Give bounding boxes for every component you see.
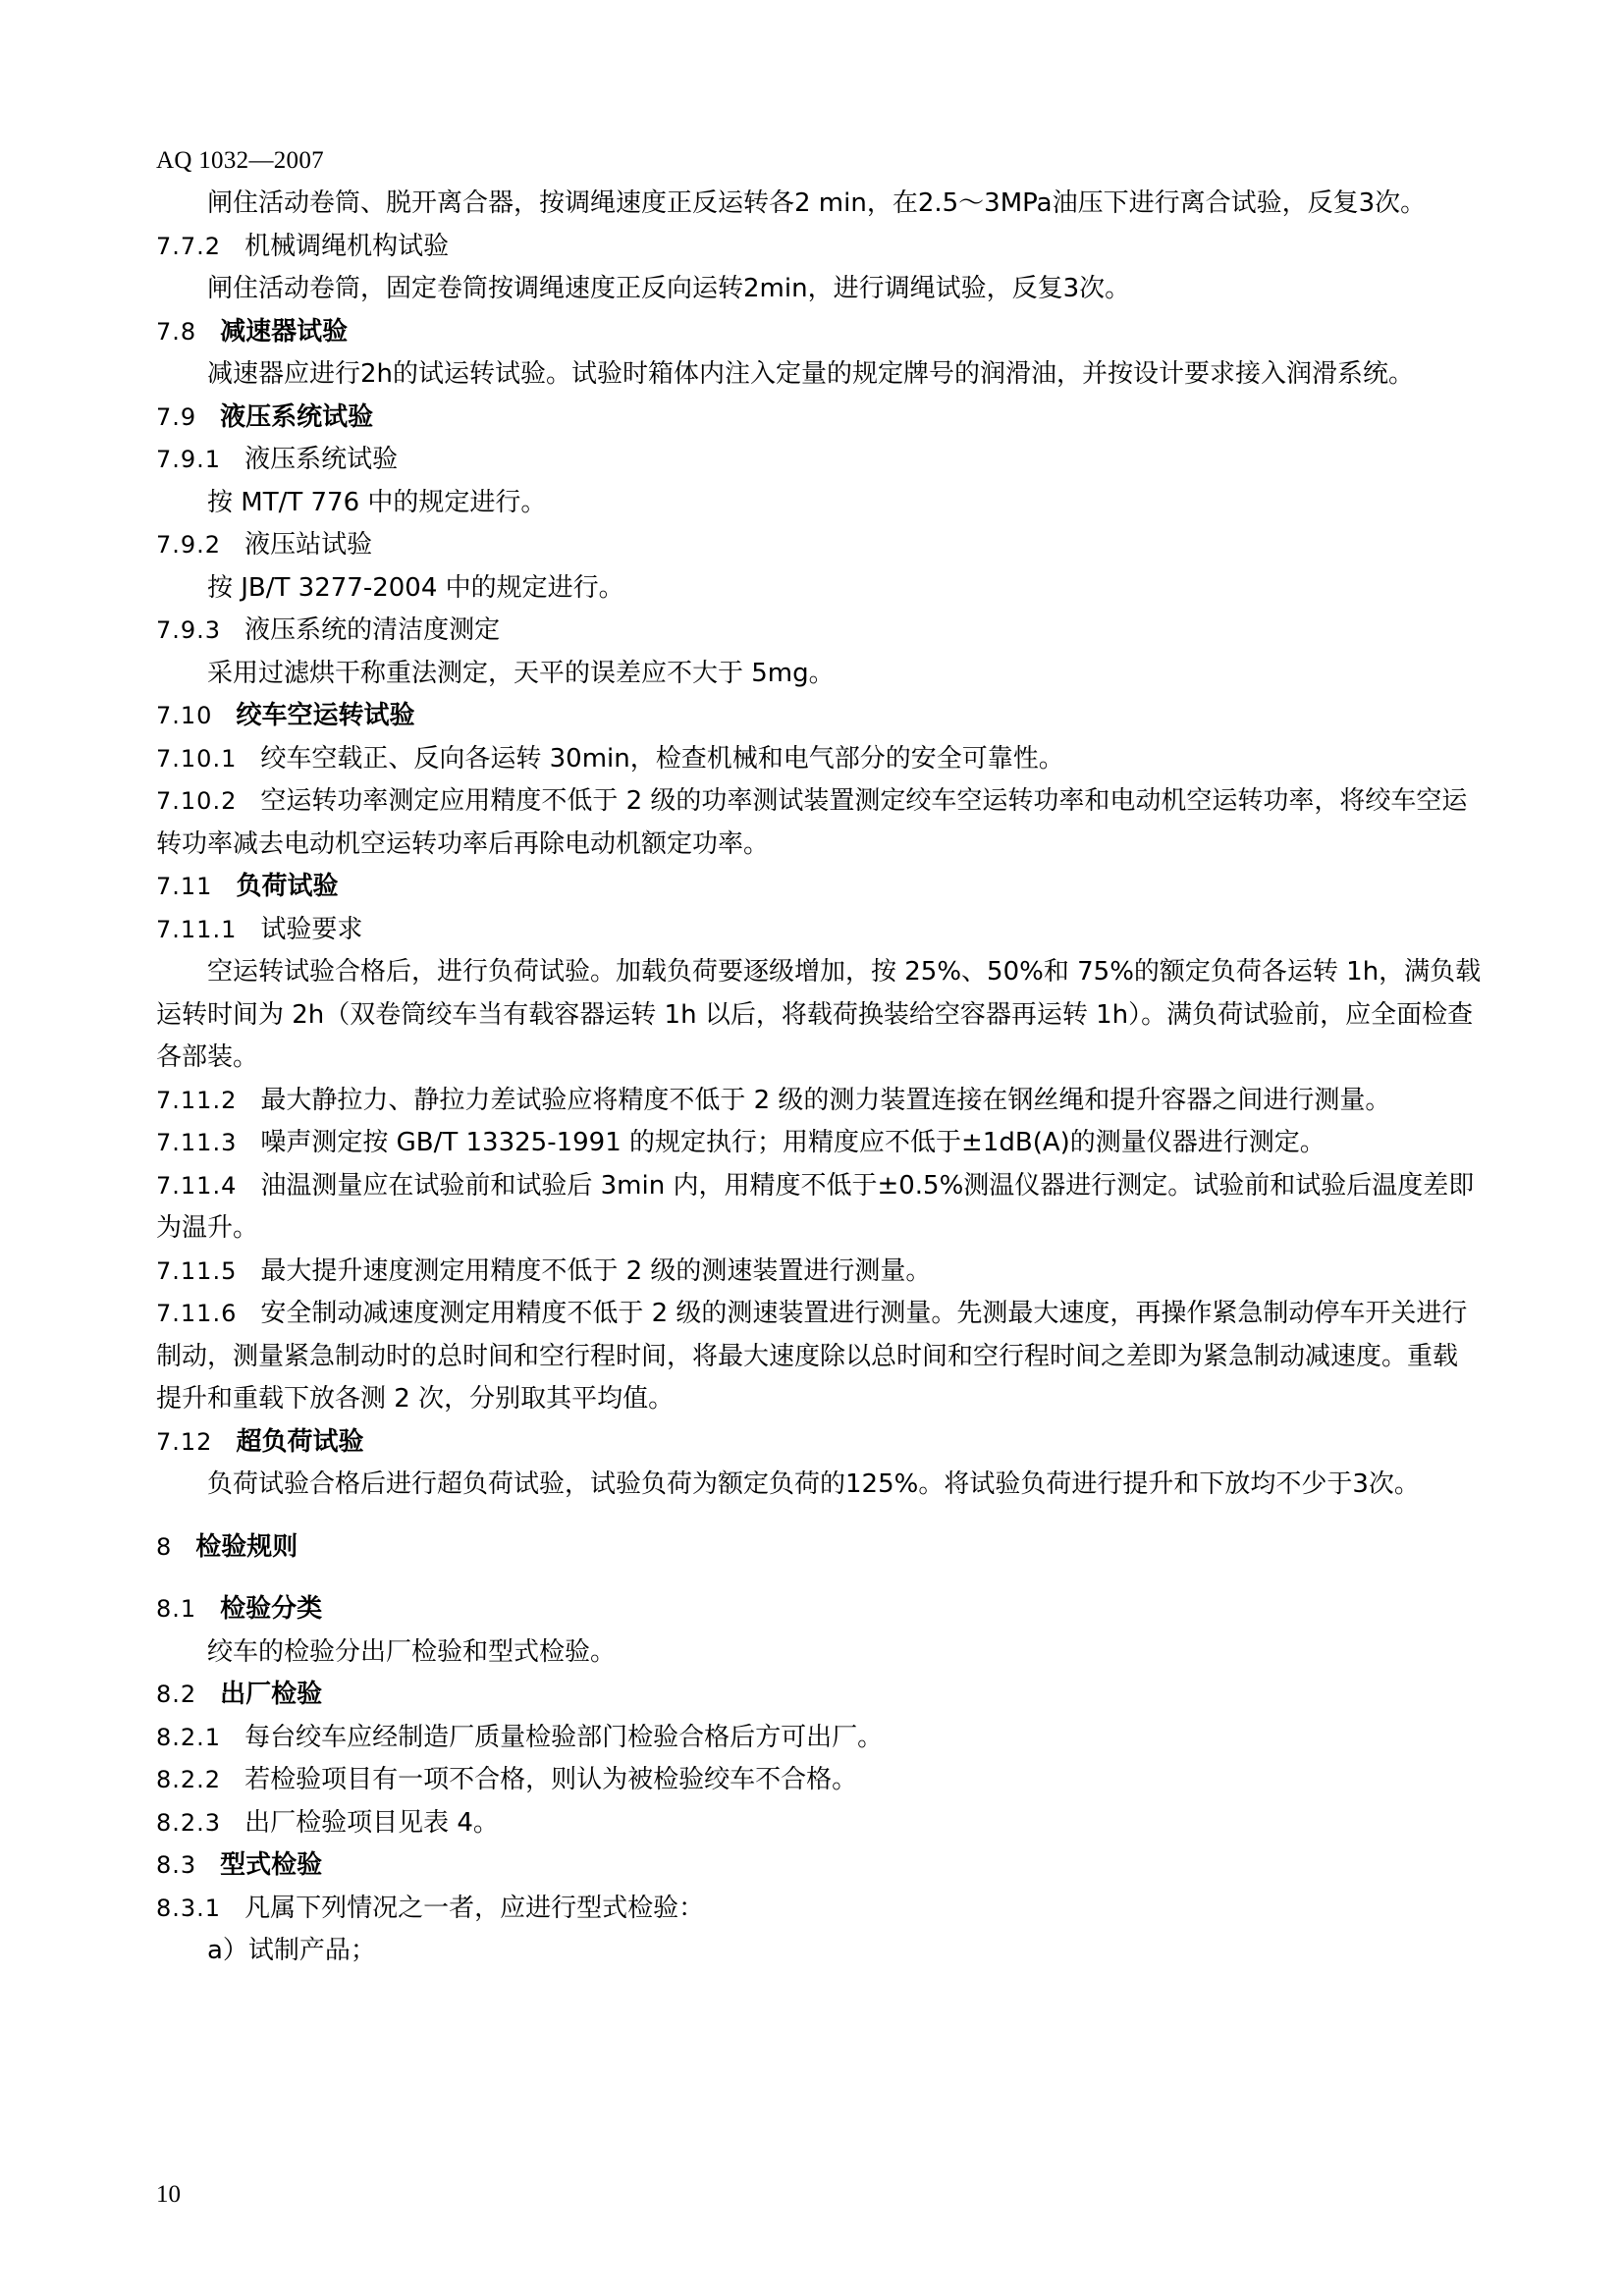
section-heading: 检验规则 [195, 1531, 298, 1562]
clause-number: 7.9 [156, 402, 197, 431]
paragraph: 减速器应进行2h的试运转试验。试验时箱体内注入定量的规定牌号的润滑油，并按设计要求接入润滑系统。 [207, 359, 1415, 389]
document-body [156, 183, 1482, 1973]
section-heading: 液压系统试验 [220, 401, 374, 432]
section-gap [156, 1569, 1482, 1588]
clause-text: 安全制动减速度测定用精度不低于 2 级的测速装置进行测量。先测最大速度，再操作紧急制动停车开关进行制动，测量紧急制动时的总时间和空行程时间，将最大速度除以总时间和空行程时间之差即为紧急制动减速度。重载提升和重载下放各测 2 次，分别取其平均值。 [156, 1299, 1468, 1414]
section-heading: 超负荷试验 [236, 1426, 364, 1457]
clause-number: 7.11.1 [156, 915, 238, 943]
paragraph: 闸住活动卷筒、脱开离合器，按调绳速度正反运转各2 min，在2.5～3MPa油压下进行离合试验，反复3次。 [207, 188, 1427, 218]
clause-text: 液压系统试验 [244, 445, 399, 474]
clause-text: 绞车空载正、反向各运转 30min，检查机械和电气部分的安全可靠性。 [260, 743, 1064, 774]
clause [156, 1421, 1482, 1465]
clause [156, 311, 1482, 354]
clause-number: 7.9.2 [156, 531, 222, 559]
standard-code: AQ 1032—2007 [156, 147, 324, 174]
clause-number: 7.11.6 [156, 1300, 238, 1327]
clause-text: 机械调绳机构试验 [244, 231, 450, 261]
section-heading: 检验分类 [220, 1594, 323, 1624]
clause-number: 7.11.5 [156, 1256, 238, 1285]
paragraph: 绞车的检验分出厂检验和型式检验。 [207, 1636, 617, 1667]
section-heading: 绞车空运转试验 [236, 701, 415, 730]
clause [156, 1588, 1482, 1631]
clause-text: 每台绞车应经制造厂质量检验部门检验合格后方可出厂。 [244, 1722, 884, 1752]
clause-number: 7.10.2 [156, 787, 238, 815]
clause [156, 1251, 1482, 1294]
clause [156, 1759, 1482, 1802]
clause [156, 1802, 1482, 1845]
clause [156, 1122, 1482, 1165]
paragraph: 负荷试验合格后进行超负荷试验，试验负荷为额定负荷的125%。将试验负荷进行提升和下放均不少于3次。 [207, 1469, 1420, 1499]
clause-text: 噪声测定按 GB/T 13325-1991 的规定执行；用精度应不低于±1dB(A)的测量仪器进行测定。 [260, 1128, 1325, 1157]
clause-number: 7.12 [156, 1427, 213, 1456]
clause [156, 1717, 1482, 1760]
clause-number: 7.11.2 [156, 1086, 238, 1114]
paragraph: a）试制产品； [207, 1936, 376, 1965]
clause [156, 1293, 1482, 1421]
clause [156, 1844, 1482, 1888]
clause [156, 1526, 1482, 1570]
clause-text: 液压站试验 [244, 530, 373, 560]
clause [156, 439, 1482, 482]
clause [156, 866, 1482, 909]
paragraph: 按 MT/T 776 中的规定进行。 [207, 487, 547, 517]
clause [156, 610, 1482, 653]
clause-text: 液压系统的清洁度测定 [244, 615, 501, 645]
clause-text: 最大静拉力、静拉力差试验应将精度不低于 2 级的测力装置连接在钢丝绳和提升容器之间进行测量。 [260, 1085, 1391, 1115]
clause-number: 7.11.4 [156, 1171, 238, 1200]
clause [156, 780, 1482, 866]
clause-number: 8.2.1 [156, 1723, 222, 1751]
clause-text: 试验要求 [260, 914, 363, 944]
paragraph: 空运转试验合格后，进行负荷试验。加载负荷要逐级增加，按 25%、50%和 75%的额定负荷各运转 1h，满负载运转时间为 2h（双卷筒绞车当有载容器运转 1h 以后，将载荷换装给空容器再运转 1h）。满负荷试验前，应全面检查各部装。 [156, 957, 1482, 1072]
section-heading: 型式检验 [220, 1850, 323, 1880]
page-number: 10 [156, 2181, 181, 2208]
paragraph: 采用过滤烘干称重法测定，天平的误差应不大于 5mg。 [207, 658, 835, 688]
clause-number: 8.2.2 [156, 1766, 222, 1793]
paragraph: 按 JB/T 3277-2004 中的规定进行。 [207, 572, 624, 603]
section-heading: 负荷试验 [236, 872, 339, 901]
section-gap [156, 1507, 1482, 1526]
clause-number: 8.3.1 [156, 1894, 222, 1922]
clause-number: 7.11 [156, 873, 213, 900]
clause-text: 最大提升速度测定用精度不低于 2 级的测速装置进行测量。 [260, 1255, 932, 1286]
clause-number: 7.10 [156, 702, 213, 729]
clause [156, 909, 1482, 952]
clause [156, 695, 1482, 738]
clause-text: 空运转功率测定应用精度不低于 2 级的功率测试装置测定绞车空运转功率和电动机空运转功率，将绞车空运转功率减去电动机空运转功率后再除电动机额定功率。 [156, 786, 1468, 859]
clause [156, 1888, 1482, 1931]
clause [156, 524, 1482, 567]
clause-text: 若检验项目有一项不合格，则认为被检验绞车不合格。 [244, 1765, 858, 1794]
clause-number: 7.10.1 [156, 744, 238, 773]
clause [156, 738, 1482, 781]
paragraph: 闸住活动卷筒，固定卷筒按调绳速度正反向运转2min，进行调绳试验，反复3次。 [207, 274, 1131, 303]
clause-number: 7.9.3 [156, 616, 222, 644]
clause-number: 8.2.3 [156, 1808, 222, 1837]
section-heading: 出厂检验 [220, 1680, 323, 1709]
clause-text: 油温测量应在试验前和试验后 3min 内，用精度不低于±0.5%测温仪器进行测定。试验前和试验后温度差即为温升。 [156, 1170, 1475, 1243]
clause-text: 出厂检验项目见表 4。 [244, 1807, 499, 1838]
section-heading: 减速器试验 [220, 316, 349, 347]
clause [156, 1674, 1482, 1717]
clause-number: 8.2 [156, 1681, 197, 1708]
clause-number: 7.11.3 [156, 1129, 238, 1156]
clause-number: 8.1 [156, 1595, 197, 1623]
clause [156, 1165, 1482, 1251]
clause-number: 8.3 [156, 1851, 197, 1879]
clause-number: 7.8 [156, 317, 197, 346]
clause-number: 7.7.2 [156, 232, 222, 260]
clause-number: 8 [156, 1532, 173, 1561]
clause [156, 226, 1482, 269]
clause-text: 凡属下列情况之一者，应进行型式检验： [244, 1893, 705, 1923]
clause [156, 1080, 1482, 1123]
clause-number: 7.9.1 [156, 446, 222, 473]
clause [156, 397, 1482, 440]
